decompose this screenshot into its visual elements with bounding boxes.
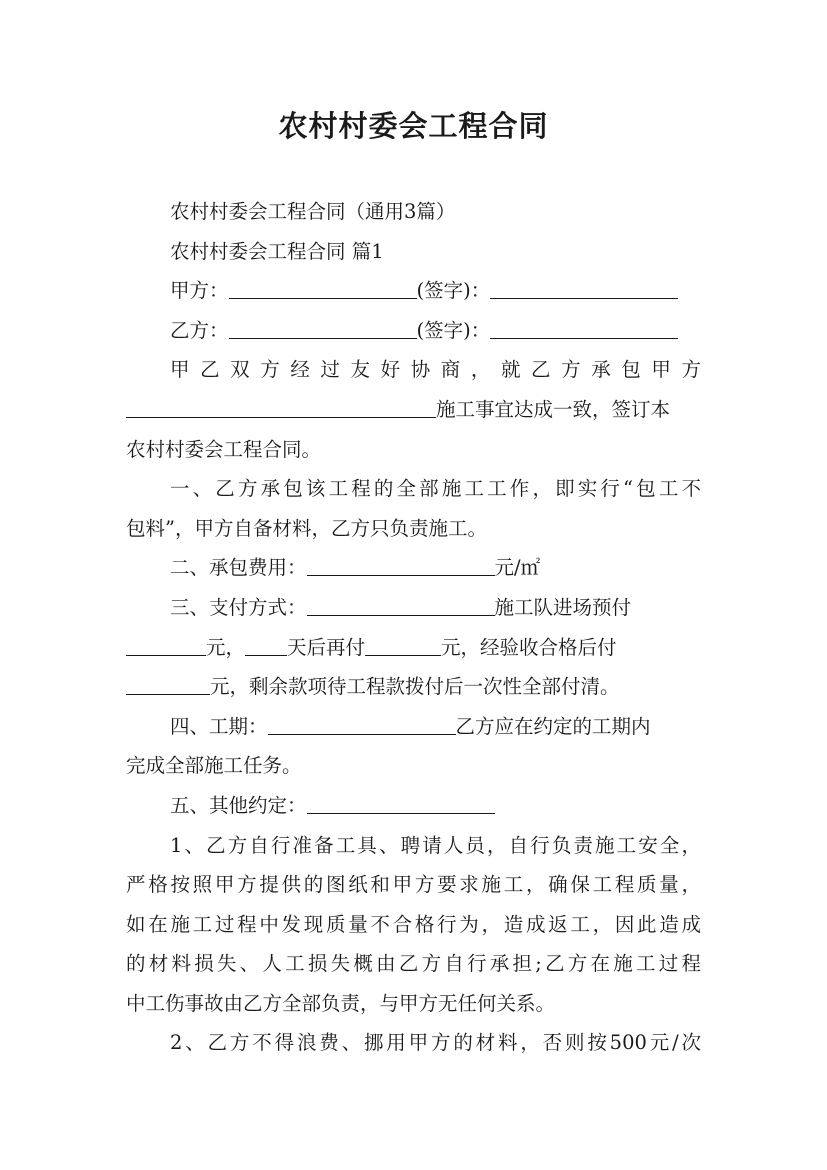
party-a-line bbox=[126, 271, 701, 311]
clause-5-label: 五、其他约定： bbox=[170, 793, 307, 817]
part-heading: 农村村委会工程合同 篇1 bbox=[170, 239, 384, 263]
clause-2-line bbox=[126, 548, 701, 588]
second-payment-blank bbox=[365, 631, 441, 656]
clause-3-label: 三、支付方式： bbox=[170, 595, 307, 619]
document-body bbox=[126, 192, 701, 1063]
party-b-label: 乙方： bbox=[170, 318, 229, 342]
fee-blank bbox=[307, 551, 495, 576]
document-subtitle: 农村村委会工程合同（通用3篇） bbox=[170, 200, 456, 223]
party-a-sign-blank bbox=[490, 274, 678, 299]
clause-3-text-1: 施工队进场预付 bbox=[494, 595, 632, 619]
clause-3-line-3 bbox=[126, 667, 701, 707]
advance-amount-blank bbox=[126, 631, 206, 656]
document-title: 农村村委会工程合同 bbox=[278, 109, 549, 143]
clause-5-line bbox=[126, 786, 701, 826]
clause-4-label: 四、工期： bbox=[170, 714, 268, 738]
party-b-line bbox=[126, 311, 701, 351]
project-blank bbox=[126, 393, 436, 418]
item-1-line-3: 如在施工过程中发现质量不合格行为，造成返工，因此造成 bbox=[126, 912, 701, 936]
payment-method-blank bbox=[307, 591, 495, 616]
clause-3-line-1 bbox=[126, 588, 701, 628]
clause-2-unit: 元/㎡ bbox=[494, 556, 541, 580]
item-1-line-4: 的材料损失、人工损失概由乙方自行承担;乙方在施工过程 bbox=[126, 952, 701, 976]
intro-line-3: 农村村委会工程合同。 bbox=[126, 437, 322, 461]
duration-blank bbox=[268, 710, 456, 735]
clause-3-line-2 bbox=[126, 628, 701, 668]
party-a-sign-label: (签字)： bbox=[416, 279, 491, 303]
party-b-sign-label: (签字)： bbox=[416, 318, 491, 342]
item-1-line-5: 中工伤事故由乙方全部负责，与甲方无任何关系。 bbox=[126, 991, 556, 1015]
clause-3-yuan-b: 元，经验收合格后付 bbox=[441, 635, 617, 659]
party-b-sign-blank bbox=[490, 314, 678, 339]
item-1-line-1: 1、乙方自行准备工具、聘请人员，自行负责施工安全， bbox=[170, 833, 701, 857]
party-a-label: 甲方： bbox=[170, 279, 229, 303]
intro-text-2: 施工事宜达成一致，签订本 bbox=[436, 397, 671, 421]
party-b-name-blank bbox=[229, 314, 417, 339]
item-2-line-1: 2、乙方不得浪费、挪用甲方的材料，否则按500元/次 bbox=[170, 1031, 701, 1055]
final-payment-blank bbox=[126, 670, 210, 695]
party-a-name-blank bbox=[229, 274, 417, 299]
clause-1-line-2: 包料”，甲方自备材料，乙方只负责施工。 bbox=[126, 516, 487, 540]
intro-line-1: 甲乙双方经过友好协商，就乙方承包甲方 bbox=[170, 358, 701, 382]
intro-line-2 bbox=[126, 390, 701, 430]
clause-3-yuan-a: 元， bbox=[206, 635, 246, 659]
clause-4-line-1 bbox=[126, 707, 701, 747]
item-1-line-2: 严格按照甲方提供的图纸和甲方要求施工，确保工程质量， bbox=[126, 873, 701, 897]
clause-1-line-1: 一、乙方承包该工程的全部施工工作，即实行“包工不 bbox=[170, 477, 701, 501]
clause-2-label: 二、承包费用： bbox=[170, 556, 307, 580]
days-blank bbox=[245, 631, 287, 656]
other-terms-blank bbox=[307, 789, 495, 814]
clause-3-days: 天后再付 bbox=[287, 635, 366, 659]
clause-4-line-2: 完成全部施工任务。 bbox=[126, 754, 302, 778]
clause-3-end: 元，剩余款项待工程款拨付后一次性全部付清。 bbox=[210, 675, 620, 699]
clause-4-text: 乙方应在约定的工期内 bbox=[455, 714, 651, 738]
